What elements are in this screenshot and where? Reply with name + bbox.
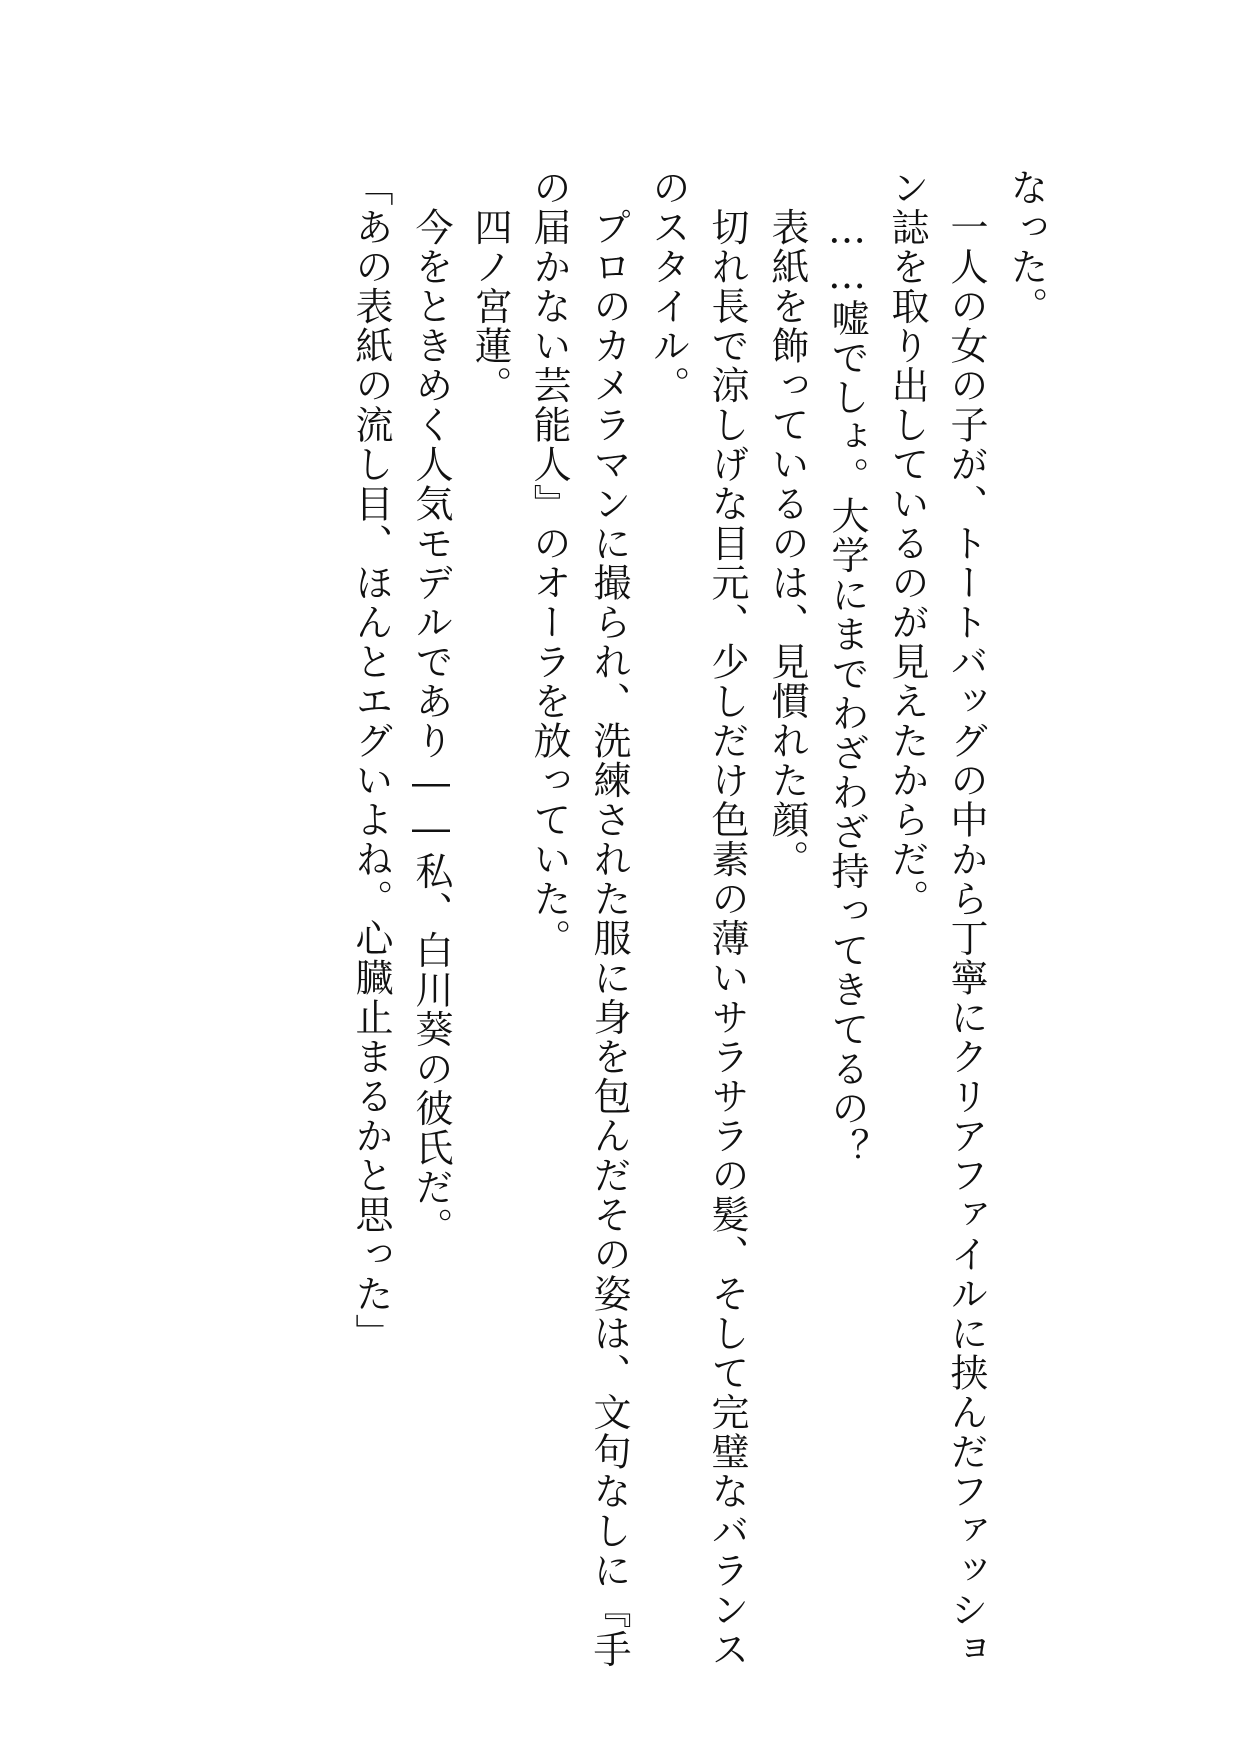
text-line: 今をときめく人気モデルであり――私、白川葵の彼氏だ。 (409, 168, 453, 1247)
text-line: 「あの表紙の流し目、ほんとエグいよね。心臓止まるかと思った」 (349, 168, 393, 1353)
text-line: 切れ長で涼しげな目元、少しだけ色素の薄いサラサラの髪、そして完璧なバランス (705, 168, 749, 1669)
text-line: ン誌を取り出しているのが見えたからだ。 (885, 168, 929, 919)
text-line: なった。 (1004, 168, 1048, 326)
text-line: ……嘘でしょ。大学にまでわざわざ持ってきてるの？ (825, 168, 869, 1168)
text-line: プロのカメラマンに撮られ、洗練された服に身を包んだその姿は、文句なしに『手 (587, 168, 631, 1669)
text-line: のスタイル。 (646, 168, 690, 405)
text-line: 四ノ宮蓮。 (468, 168, 512, 405)
text-line: 一人の女の子が、トートバッグの中から丁寧にクリアファイルに挟んだファッショ (944, 168, 988, 1669)
text-line: 表紙を飾っているのは、見慣れた顔。 (765, 168, 809, 879)
text-line: の届かない芸能人』のオーラを放っていた。 (527, 168, 571, 958)
